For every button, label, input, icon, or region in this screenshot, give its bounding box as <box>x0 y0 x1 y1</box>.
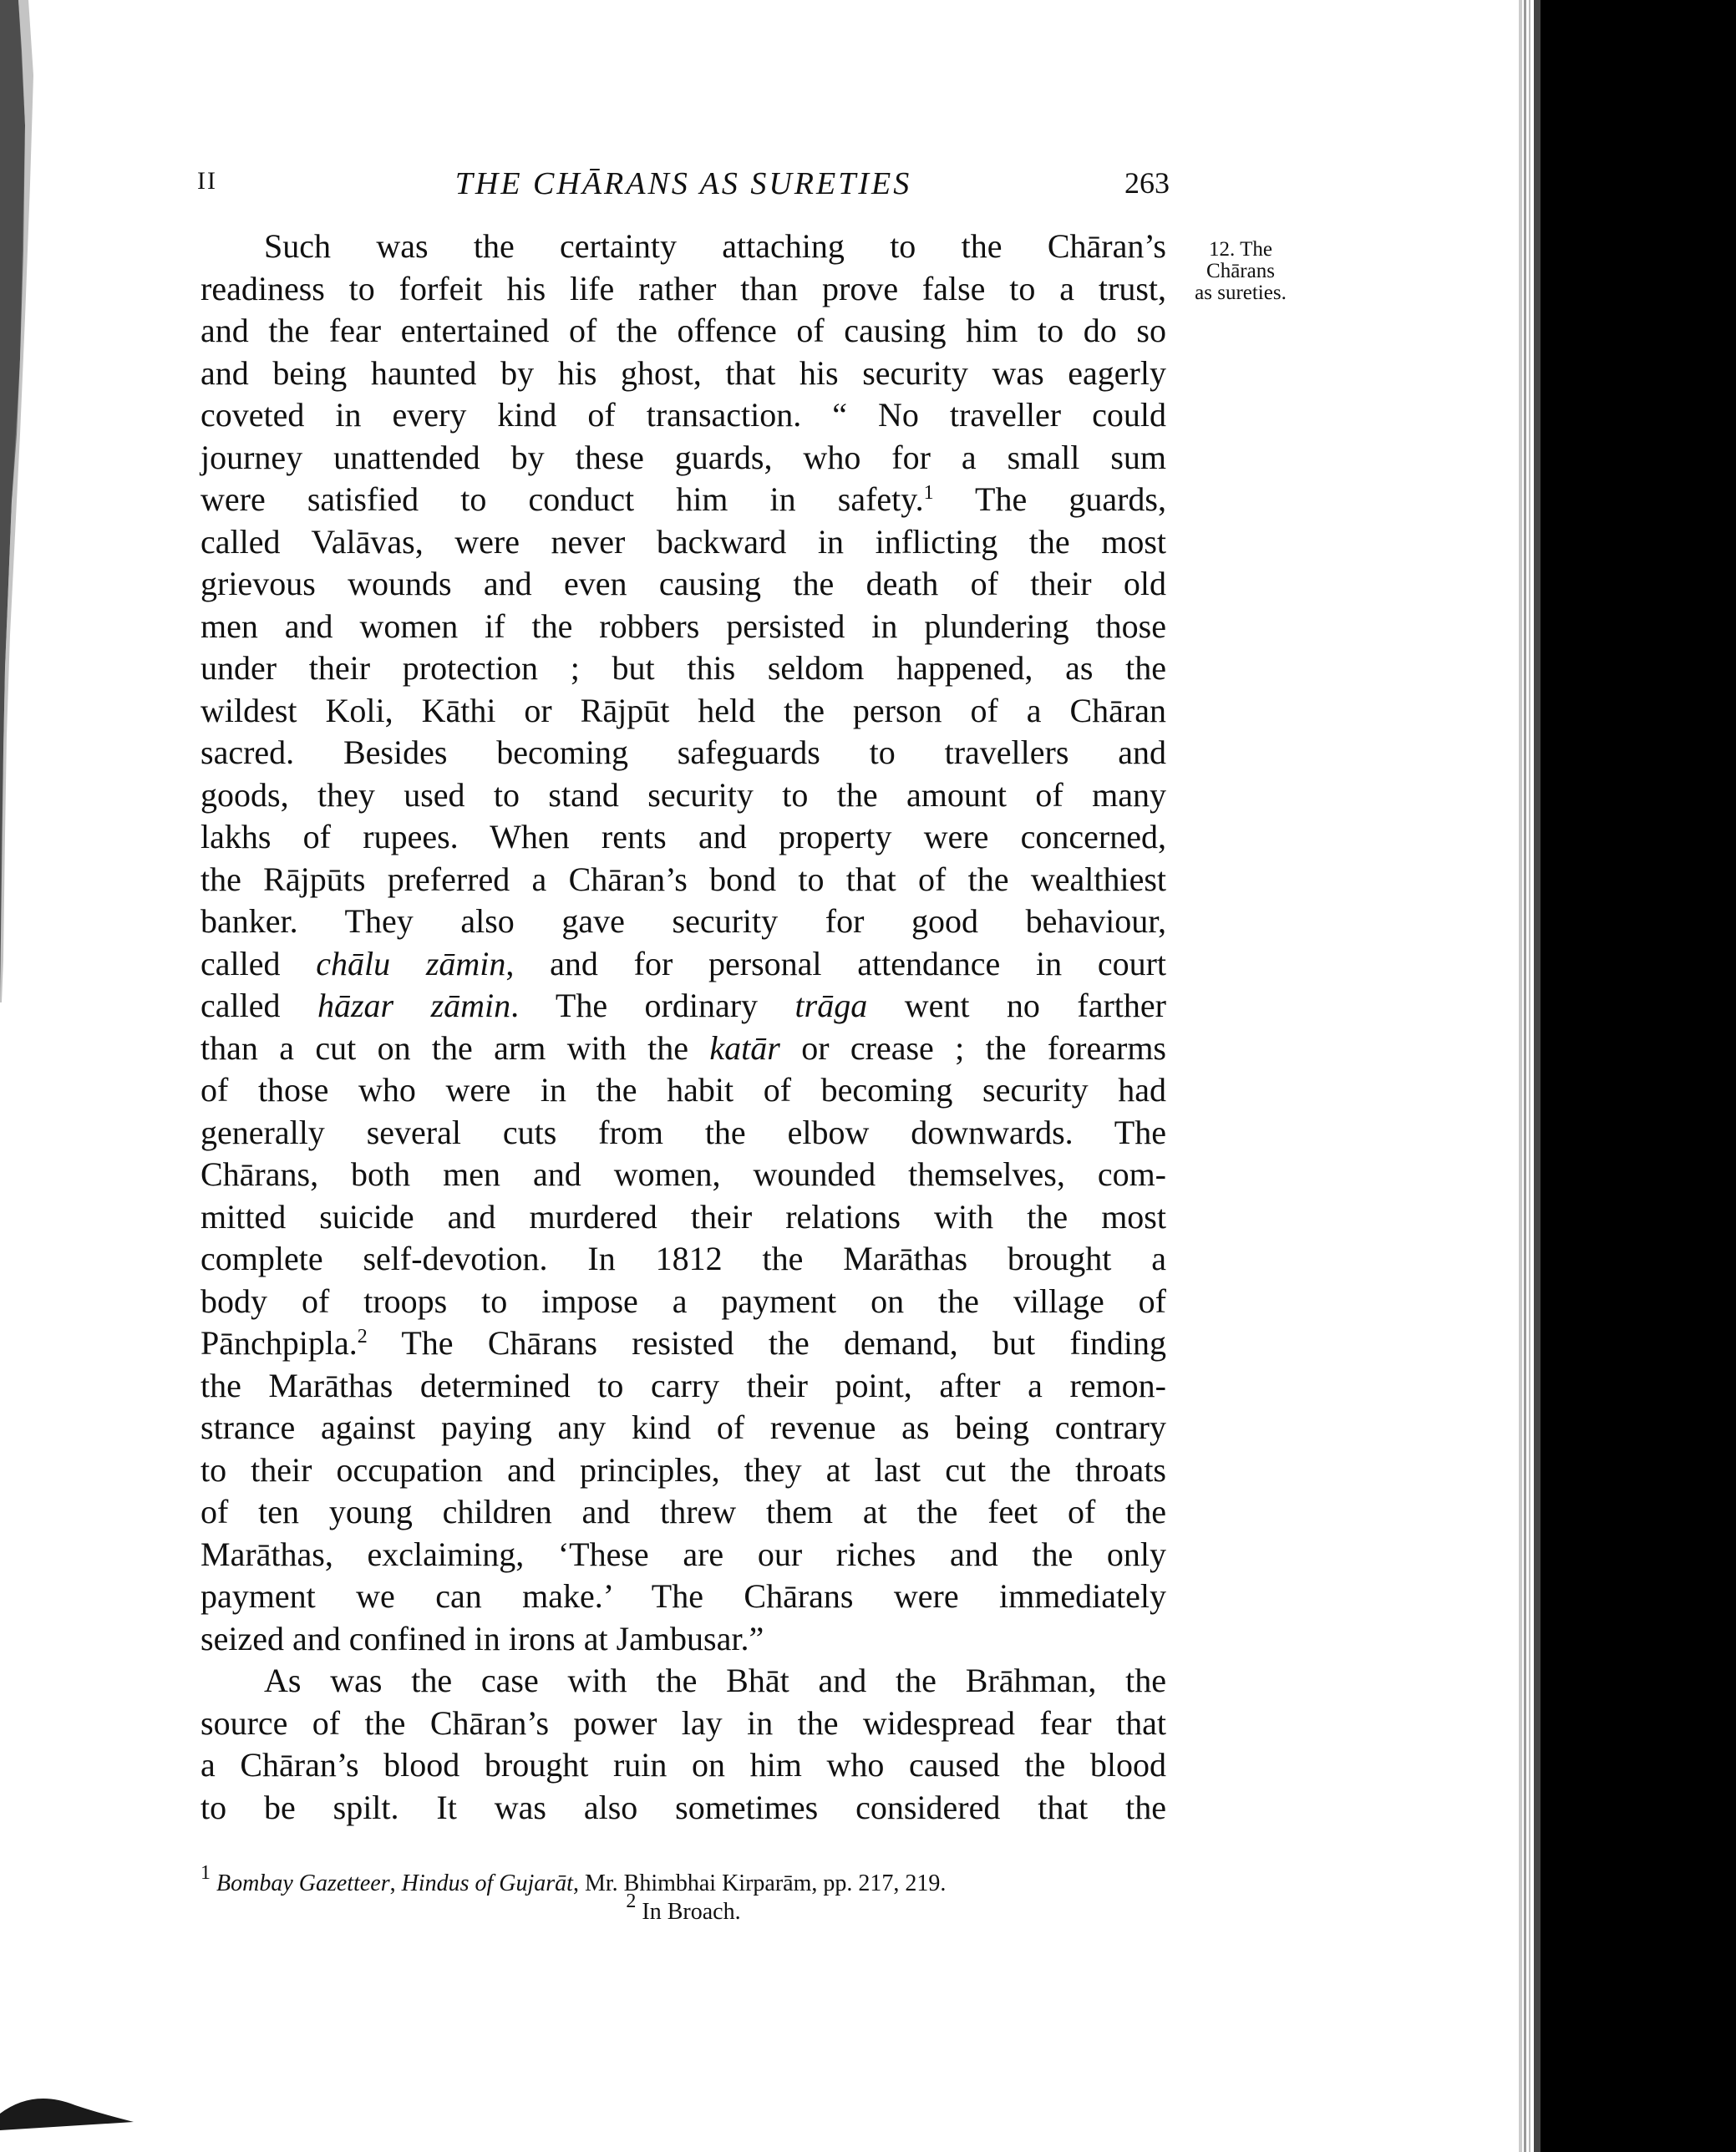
footnote-text: In Broach. <box>636 1899 741 1925</box>
text-line: a Chāran’s blood brought ruin on him who caused the blood <box>201 1746 1166 1784</box>
text-line: grievous wounds and even causing the death of their old <box>201 565 1166 602</box>
text-line: generally several cuts from the elbow downwards. The <box>201 1113 1166 1151</box>
running-title: THE CHĀRANS AS SURETIES <box>454 166 912 201</box>
text-line: banker. They also gave security for good behaviour, <box>201 902 1166 940</box>
text-line: coveted in every kind of transaction. “ No traveller could <box>201 396 1166 434</box>
text-line: the Marāthas determined to carry their point, after a remon- <box>201 1366 1166 1404</box>
italic-term: chālu zāmin <box>316 944 506 982</box>
text-line: and being haunted by his ghost, that his security was eagerly <box>201 353 1166 392</box>
running-header <box>197 165 1170 207</box>
footnote-mark: 1 <box>201 1862 211 1884</box>
text-segment: were satisfied to conduct him in safety. <box>201 480 924 518</box>
text-line: of those who were in the habit of becoming security had <box>201 1071 1166 1109</box>
text-line: called Valāvas, were never backward in inflicting the most <box>201 522 1166 561</box>
text-line: body of troops to impose a payment on the village of <box>201 1282 1166 1320</box>
text-line: mitted suicide and murdered their relations with the most <box>201 1197 1166 1236</box>
text-line: strance against paying any kind of revenue as being contrary <box>201 1408 1166 1446</box>
text-segment: called <box>201 987 317 1024</box>
text-line: of ten young children and threw them at the feet of the <box>201 1493 1166 1530</box>
text-line: complete self-devotion. In 1812 the Marāthas brought a <box>201 1240 1166 1277</box>
text-line <box>201 943 1166 986</box>
text-line: goods, they used to stand security to the amount of many <box>201 775 1166 814</box>
page-edge-shadow <box>1519 0 1736 2152</box>
text-line <box>201 1322 1166 1365</box>
margin-note <box>1178 239 1303 304</box>
chapter-number: II <box>197 167 217 195</box>
text-line: under their protection ; but this seldom happened, as the <box>201 649 1166 687</box>
footnote-ref: 1 <box>923 482 934 504</box>
text-line <box>201 1028 1166 1070</box>
text-line <box>201 985 1166 1028</box>
text-line: to be spilt. It was also sometimes considered that the <box>201 1788 1166 1826</box>
page-number: 263 <box>1124 166 1170 200</box>
text-line <box>201 479 1166 521</box>
text-line: the Rājpūts preferred a Chāran’s bond to that of the wealthiest <box>201 860 1166 898</box>
text-segment: than a cut on the arm with the <box>201 1028 710 1067</box>
italic-term: trāga <box>794 987 868 1024</box>
text-segment: went no farther <box>867 987 1166 1024</box>
text-segment: The guards, <box>933 480 1166 518</box>
text-line: Marāthas, exclaiming, ‘These are our riches and the only <box>201 1535 1166 1573</box>
body-text <box>201 226 1166 1829</box>
margin-note-line: as sureties. <box>1195 282 1287 304</box>
text-line: and the fear entertained of the offence of causing him to do so <box>201 312 1166 349</box>
text-segment: called <box>201 944 317 982</box>
text-line: sacred. Besides becoming safeguards to travellers and <box>201 733 1166 771</box>
text-line: seized and confined in irons at Jambusar.” <box>201 1619 764 1657</box>
text-line: source of the Chāran’s power lay in the widespread fear that <box>201 1703 1166 1742</box>
footnotes <box>201 1862 1166 1926</box>
footnote-1 <box>201 1862 1166 1898</box>
margin-note-line: 12. The <box>1209 238 1272 261</box>
text-line: Chārans, both men and women, wounded themselves, com- <box>201 1155 1166 1193</box>
text-line: lakhs of rupees. When rents and property were concerned, <box>201 818 1166 855</box>
text-line: payment we can make.’ The Chārans were immediately <box>201 1577 1166 1615</box>
footnote-source-title: Bombay Gazetteer <box>216 1870 390 1896</box>
text-line: As was the case with the Bhāt and the Brāhman, the <box>264 1662 1166 1699</box>
text-line: journey unattended by these guards, who for a small sum <box>201 438 1166 476</box>
footnote-2 <box>201 1891 1166 1926</box>
footnote-source-subtitle: Hindus of Gujarāt <box>401 1870 573 1896</box>
text-line: wildest Koli, Kāthi or Rājpūt held the person of a Chāran <box>201 691 1166 729</box>
binding-shadow <box>0 0 50 1044</box>
footnote-ref: 2 <box>357 1326 368 1348</box>
margin-note-line: Chārans <box>1206 260 1275 282</box>
text-line: Such was the certainty attaching to the Chāran’s <box>264 227 1166 265</box>
text-segment: or crease ; the forearms <box>779 1028 1166 1067</box>
text-line: readiness to forfeit his life rather than prove false to a trust, <box>201 269 1166 307</box>
text-segment: Pānchpipla. <box>201 1324 358 1362</box>
footnote-separator: , <box>389 1870 402 1896</box>
text-line: men and women if the robbers persisted in plundering those <box>201 607 1166 645</box>
text-segment: , and for personal attendance in court <box>505 944 1166 982</box>
text-segment: The Chārans resisted the demand, but finding <box>367 1324 1166 1362</box>
text-segment: . The ordinary <box>510 987 795 1024</box>
footnote-mark: 2 <box>626 1891 637 1912</box>
italic-term: hāzar zāmin <box>317 987 511 1024</box>
corner-smudge <box>0 2080 134 2130</box>
footnote-text: , Mr. Bhimbhai Kirparām, pp. 217, 219. <box>572 1870 947 1896</box>
text-line: to their occupation and principles, they at last cut the throats <box>201 1450 1166 1489</box>
italic-term: katār <box>709 1028 780 1067</box>
